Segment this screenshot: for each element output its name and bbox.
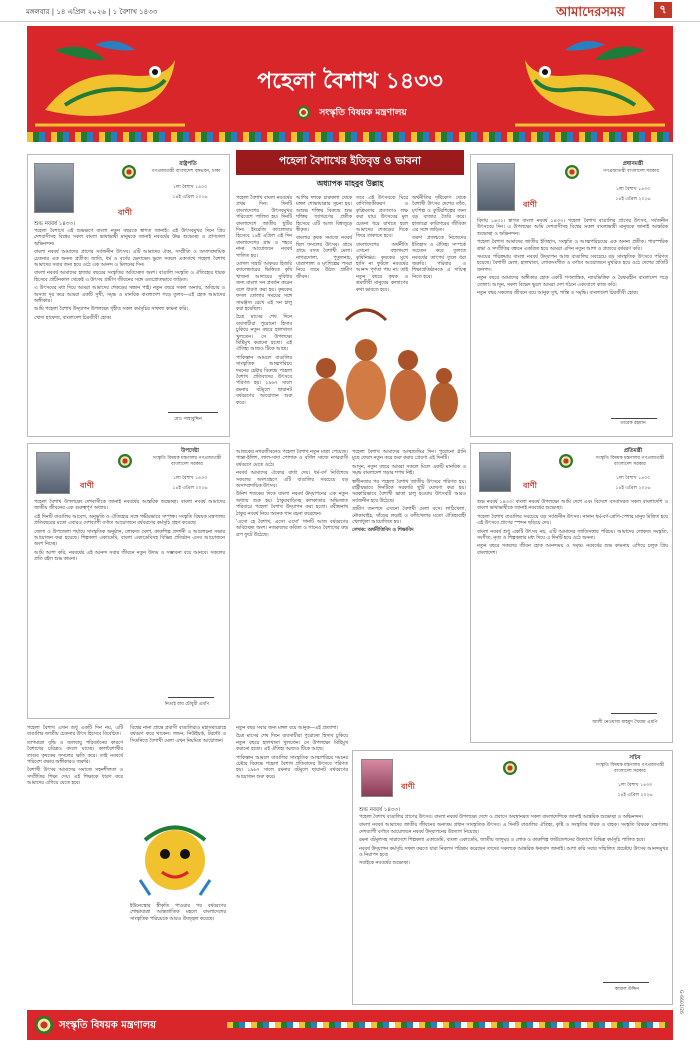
pm-date-1: ১লা বৈশাখ ১৪৩৩ — [615, 187, 651, 192]
adviser2-date-1: ১লা বৈশাখ ১৪৩৩ — [615, 476, 651, 481]
pm-date-2: ১৪ই এপ্রিল ২০২৬ — [615, 197, 651, 202]
banner-ministry-label: সংস্কৃতি বিষয়ক মন্ত্রণালয় — [319, 108, 407, 118]
banner — [27, 26, 673, 142]
adviser1-title: উপদেষ্টা — [180, 448, 199, 454]
president-salutation: শুভ নববর্ষ ১৪৩৩। — [34, 221, 76, 227]
paragraph: বাংলাদেশের অর্থনীতি এখনো বহুলাংশে কৃষিনির্ভর। কৃষকের মুখে হাসি না ফুটলে নববর্ষের আনন্দ পূর্ণতা পায় না। তাই নতুন বছরে কৃষক ও শ্রমজীবী মানুষের কল্যাণের কথা ভাবতে হবে। — [356, 242, 408, 293]
paragraph: পহেলা বৈশাখ বাংলা নববর্ষের প্রথম দিন। দিনটি বাংলাদেশের উৎসবমুখর পরিবেশে পালিত হয়। দিনটি বাংলাদেশে জাতীয় ছুটির দিন। ইংরেজি ক্যালেন্ডার হিসেবে ১৪ই এপ্রিল এই দিন বাংলাদেশের গ্রাম ও শহরে নানা আয়োজনে নববর্ষ পালিত হয়। — [236, 196, 292, 259]
paragraph: পহেলা বৈশাখ উপলক্ষ্যে দেশবাসীকে জানাই নববর্ষের আন্তরিক শুভেচ্ছা। বাংলা নববর্ষ আমাদের জাতীয় জীবনের এক গুরুত্বপূর্ণ অধ্যায়। — [34, 500, 225, 512]
paper-name[interactable]: আমাদেরসময় — [556, 5, 625, 20]
ministry-seal-icon — [297, 106, 310, 119]
adviser2-body — [477, 500, 668, 696]
president-date-2: ১৪ই এপ্রিল ২০২৬ — [172, 195, 208, 200]
adviser2-title: প্রতিমন্ত্রী — [623, 448, 643, 454]
paragraph: পহেলা বৈশাখ বাঙালির সবচেয়ে বড় সর্বজনীন উৎসব। নানান ধর্ম-বর্ণ-শ্রেণি-পেশার মানুষ মিলিত হয়ে এই উৎসবে প্রাণের স্পন্দন ছড়িয়ে দেয়। — [477, 514, 668, 527]
lower-article-col-2 — [130, 726, 226, 816]
adviser2-seal-icon — [559, 454, 573, 468]
adviser2-photo — [479, 452, 511, 492]
adviser2-signature — [611, 704, 657, 714]
banner-dot-border — [27, 132, 673, 142]
pm-bani-heading: বাণী — [523, 200, 537, 209]
paragraph: বাংলা নববর্ষ আমাদের প্রাণের সর্বজনীন উৎসব। এটি আমাদের ঐক্য, সম্প্রীতি ও অসাম্প্রদায়িক চেতনার এক অনন্য প্রতীক। জাতি, ধর্ম ও বর্ণের ভেদাভেদ ভুলে সকলে একসাথে পহেলা বৈশাখ আমাদের সবার জন্য হয়ে ওঠে এক আনন্দ ও মিলনের দিন। — [34, 250, 225, 269]
paragraph: বাংলা নববর্ষ আমাদের জাতীয় জীবনের অন্যতম প্রধান সাংস্কৃতিক উৎসব। এ দিনটি বাঙালির ঐতিহ্য, কৃষ্টি ও সংস্কৃতির ধারক ও বাহক। সংস্কৃতি বিষয়ক মন্ত্রণালয় দেশব্যাপী বর্ণাঢ্য আয়োজনে নববর্ষ উদ্‌যাপনের উদ্যোগ নিয়েছে। — [359, 823, 668, 835]
article-header — [236, 150, 464, 191]
president-body — [34, 229, 225, 397]
paragraph: শুভ নববর্ষ ১৪৩৩। বাংলা নববর্ষ উপলক্ষ্যে আমি দেশে এবং বিদেশে বসবাসরত সকল বাংলাদেশি ও বাংলা ভাষাভাষীকে জানাই নববর্ষের শুভেচ্ছা। — [477, 500, 668, 512]
paragraph: আজকের নগরজীবনেও পহেলা বৈশাখ নতুন মাত্রা পেয়েছে। পান্তা-ইলিশ, লাল-সাদা পোশাক ও বর্ণিল সাজে নগরবাসী বর্ষবরণে মেতে ওঠে। — [236, 450, 348, 468]
adviser2-message — [470, 443, 673, 743]
article-col-4 — [412, 196, 466, 280]
paragraph: নতুন বছর সকলের জীবনে বয়ে আনুক সুখ, শান্তি ও সমৃদ্ধি। বাংলাদেশ চিরজীবী হোক। — [477, 291, 639, 297]
bird-illustration-right — [515, 30, 665, 140]
paragraph: আসুন, নতুন বছরে আমরা সকলে মিলে একটি মানবিক ও সমৃদ্ধ বাংলাদেশ গড়ার শপথ নিই। — [352, 464, 466, 477]
secretary-bani-heading: বাণী — [401, 782, 415, 791]
paragraph: খোদা হাফেজ, বাংলাদেশ চিরজীবী হোক। — [34, 315, 112, 321]
adviser1-message — [27, 443, 230, 719]
article-col-3-lower — [352, 450, 466, 720]
president-title: রাষ্ট্রপতি — [179, 161, 197, 167]
secretary-photo — [361, 759, 393, 797]
paragraph: সময়ের পরিক্রমায় বাংলা নববর্ষ উদ্‌যাপন আজ বাঙালির সবচেয়ে বড় সাংস্কৃতিক উৎসবে পরিণত হয়েছে। বৈশাখী মেলা, হালখাতা, লোকসংগীত ও বর্ণাঢ্য আয়োজনে মুখরিত হয়ে ওঠে দেশের প্রতিটি জনপদ। — [477, 255, 668, 273]
adviser1-signature — [168, 688, 214, 698]
adviser1-office: সংস্কৃতি বিষয়ক মন্ত্রণালয় গণপ্রজাতন্ত্রী বাংলাদেশ সরকার — [152, 456, 222, 467]
paragraph: বাংলা নববর্ষ আমাদের হাজার বছরের সংস্কৃতির অবিচ্ছেদ্য অংশ। বাঙালি সংস্কৃতি ও ঐতিহ্যের ধারক হিসেবে প্রাচীনকাল থেকেই এ উৎসব গ্রামীণ জীবনের সঙ্গে ওতপ্রোতভাবে জড়িত। — [34, 271, 225, 283]
paragraph: বিশ্বের নানা প্রান্তে প্রবাসী বাঙালিরাও মহাসমারোহে বর্ষবরণ করে থাকেন। লন্ডন, নিউইয়র্ক, টরন্টো ও সিডনিতে বৈশাখী মেলা এখন নিয়মিত আয়োজন। — [130, 726, 226, 744]
president-seal-icon — [122, 165, 136, 179]
paragraph: মোগল সম্রাট আকবর হিজরি ক্যালেন্ডারের ভিত্তিতে কৃষি খাজনা আদায়ের সুবিধার জন্য বাংলা সন প্রবর্তন করেন বলে ধারণা করা হয়। কৃষকের ফসল তোলার সময়ের সঙ্গে সামঞ্জস্য রেখে এই সন চালু করা হয়েছিল। — [236, 262, 292, 312]
terracotta-figurines-illustration — [296, 280, 464, 430]
paragraph: এ উৎসবের মধ্য দিয়ে আমরা আমাদের শেকড়ের সন্ধান পাই। নতুন বছরে সকল অন্যায়, অবিচার ও অসত্য দূর করে আমরা একটি সুখী, সমৃদ্ধ ও মানবিক বাংলাদেশ গড়ে তুলব—এই হোক আমাদের অঙ্গীকার। — [34, 286, 225, 305]
paragraph: সবাইকে নববর্ষের শুভেচ্ছা। — [359, 861, 410, 867]
pm-signer: তারেক রহমান — [620, 421, 646, 426]
adviser2-office: সংস্কৃতি বিষয়ক মন্ত্রণালয় গণপ্রজাতন্ত্রী বাংলাদেশ সরকার — [595, 456, 665, 467]
lower-article-col-3 — [236, 726, 348, 1001]
paragraph: আশির দশকে চারুকলা থেকে মঙ্গল শোভাযাত্রার সূচনা হয়। অশুভ শক্তির বিরুদ্ধে শুভ শক্তির জাগরণের প্রতীক হিসেবে এটি আজ বিশ্বজুড়ে স্বীকৃত। — [296, 196, 352, 234]
paragraph: পহেলা বৈশাখ বাঙালির প্রাণের উৎসব। বাংলা নববর্ষ উপলক্ষ্যে দেশে ও প্রবাসে অবস্থানরত সকল বাংলাদেশিকে জানাই আন্তরিক শুভেচ্ছা ও অভিনন্দন। — [359, 815, 643, 820]
president-bani-heading: বাণী — [118, 208, 132, 217]
secretary-body — [359, 815, 668, 965]
pm-seal-icon — [565, 165, 579, 179]
paragraph: বাংলার কৃষক সমাজে নববর্ষ ছিল ফসলের উৎসব। গ্রামে গ্রামে বসত বৈশাখী মেলা। নাগরদোলা, পুতুলনাচ, যাত্রাপালা ও মৃৎশিল্পের পসরা নিয়ে জমে উঠত গ্রামীণ জীবন। — [296, 236, 352, 280]
paragraph: উনিশ শতকের দিকে বাংলা নববর্ষ উদ্‌যাপনের এক নতুন অধ্যায় শুরু হয়। ঠাকুরবাড়িসহ কলকাতার অভিজাত পরিবারে পহেলা বৈশাখ উদ্‌যাপন করা হতো। রবীন্দ্রনাথ ঠাকুর নববর্ষ নিয়ে অনেক গান রচনা করেছেন। — [236, 492, 348, 517]
paragraph: তাপমাত্রা বৃদ্ধি ও জলবায়ু পরিবর্তনের কারণে বৈশাখের চরিত্রও বদলে যাচ্ছে। কালবৈশাখীর তাণ্ডব কৃষকের ফসলের ক্ষতি করে। তাই নববর্ষে পরিবেশ রক্ষার অঙ্গীকারও জরুরি। — [27, 740, 123, 766]
paragraph: আমি পহেলা বৈশাখ উদ্‌যাপন উপলক্ষ্যে গৃহীত সকল কর্মসূচির সাফল্য কামনা করি। — [34, 307, 189, 313]
paragraph: পহেলা বৈশাখ আমাদের আত্মশুদ্ধির দিন। পুরোনো গ্লানি মুছে ফেলে নতুন করে শুরু করার প্রেরণা এই দিনটি। — [352, 450, 466, 462]
date-line: মঙ্গলবার | ১৪ এপ্রিল ২০২৬ | ১ বৈশাখ ১৪৩৩ — [26, 8, 158, 16]
paragraph: তবে এই উৎসবকে ঘিরে বাণিজ্যিকীকরণ ও কৃত্রিমতার প্রবণতাও লক্ষ করা যায়। উৎসবের মূল চেতনা ধরে রাখতে হলে আমাদের শেকড়ের দিকে ফিরে তাকাতে হবে। — [356, 196, 408, 240]
paragraph: আমি আশা করি, নববর্ষের এই আনন্দ সবার জীবনে নতুন উদ্যম ও সম্ভাবনা বয়ে আনবে। সকলের প্রতি রইল শুভ কামনা। — [34, 550, 225, 563]
adviser2-bani-heading: বাণী — [523, 481, 537, 490]
paragraph: চৈত্র মাসের শেষ দিনে ব্যবসায়ীরা পুরোনো হিসাব চুকিয়ে নতুন বছরে হালখাতা খুলতেন। সে উপলক্ষ্যে মিষ্টিমুখ করানো হতো। এই ঐতিহ্য আজও টিকে আছে। — [236, 734, 348, 753]
paragraph: অর্থনীতির দৃষ্টিকোণ থেকে বৈশাখী উৎসব দেশের তাঁত, মৃৎশিল্প ও কুটিরশিল্পের জন্য বড় বাজার তৈরি করে। হাজারো কারিগরের জীবিকা এর সঙ্গে জড়িত। — [412, 196, 466, 234]
paragraph: বৈশাখী উৎসব আমাদের সমাজে সহনশীলতা ও সম্প্রীতির শিক্ষা দেয়। এই শিক্ষাকে ধারণ করে আমাদের এগিয়ে যেতে হবে। — [27, 768, 123, 787]
adviser1-date-2: ১৪ই এপ্রিল ২০২৬ — [172, 486, 208, 491]
adviser1-photo — [36, 452, 70, 494]
secretary-message — [352, 750, 673, 1005]
paragraph: চৈত্র মাসের শেষ দিনে ব্যবসায়ীরা পুরোনো হিসাব চুকিয়ে নতুন বছরে হালখাতা খুলতেন। সে উপলক্ষ্যে মিষ্টিমুখ করানো হতো। এই ঐতিহ্য আজও টিকে আছে। — [236, 315, 292, 353]
bird-illustration-left — [35, 30, 185, 140]
article-col-2-lower — [236, 450, 348, 720]
president-date-1: ১লা বৈশাখ ১৪৩৩ — [172, 185, 208, 190]
article-col-3 — [356, 196, 408, 293]
paragraph: পাকিস্তান আমলে বাঙালির সাংস্কৃতিক আত্মপরিচয় দমনের চেষ্টার বিরুদ্ধে পহেলা বৈশাখ প্রতিবাদের উৎসবে পরিণত হয়। ১৯৬৭ সালে রমনার বটমূলে ছায়ানট বর্ষবরণের আয়োজন শুরু করে। — [236, 755, 348, 780]
president-signer: মোঃ সাহাবুদ্দিন — [174, 417, 202, 422]
pm-photo — [477, 163, 515, 211]
president-photo — [34, 163, 74, 213]
paragraph: 'এসো হে বৈশাখ, এসো এসো' গানটি আজ বর্ষবরণের অবিচ্ছেদ্য অংশ। নজরুলের কবিতা ও গানেও বৈশাখের রুদ্র রূপ ফুটে উঠেছে। — [236, 520, 348, 538]
paragraph: ইউনেস্কোর স্বীকৃতি পাওয়ার পর বর্ষবরণের শোভাযাত্রা আন্তর্জাতিক মহলে বাংলাদেশের সাংস্কৃতিক পরিচয়কে আরও উজ্জ্বল করেছে। — [130, 904, 226, 922]
paragraph: পহেলা বৈশাখ আমাদের জাতীয় ইতিহাস, সংস্কৃতি ও আত্মপরিচয়ের এক অনন্য প্রতীক। পারস্পরিক শ্রদ্ধা ও সম্প্রীতির বন্ধনে একত্রিত হয়ে আমরা এদিন নতুন আশা ও প্রত্যয়ে বর্ষবরণ করি। — [477, 240, 668, 252]
paragraph: নববর্ষ আমাদের ঐক্যের বার্তা দেয়। ধর্ম-বর্ণ নির্বিশেষে সকলের অংশগ্রহণে এটি বাঙালির সবচেয়ে বড় অসাম্প্রদায়িক উৎসব। — [236, 471, 348, 490]
secretary-date-1: ১লা বৈশাখ ১৪৩৩ — [617, 783, 653, 788]
footer-bar — [27, 1010, 673, 1040]
banner-title: পহেলা বৈশাখ ১৪৩৩ — [257, 68, 443, 94]
footer-dot-border — [227, 1022, 667, 1028]
paragraph: তরুণ প্রজন্মকে নিজেদের ইতিহাস ও ঐতিহ্য সম্পর্কে সচেতন করে তুলতে নববর্ষের তাৎপর্য তুলে ধরা জরুরি। পরিবার ও শিক্ষাপ্রতিষ্ঠানকে এ দায়িত্ব নিতে হবে। — [412, 236, 466, 280]
adviser1-signer: নিতাই রায় চৌধুরী এমপি — [164, 702, 210, 707]
paragraph: নতুন বছরে আমাদের অঙ্গীকার হোক একটি গণতান্ত্রিক, ন্যায়ভিত্তিক ও বৈষম্যহীন বাংলাদেশ গড়ে তোলা। আসুন, সকল বিভেদ ভুলে আমরা দেশ গঠনে একযোগে কাজ করি। — [477, 276, 668, 288]
secretary-office: সংস্কৃতি বিষয়ক মন্ত্রণালয় গণপ্রজাতন্ত্রী বাংলাদেশ সরকার — [595, 763, 665, 774]
paragraph: পহেলা বৈশাখে এই শুভক্ষণে বাংলা নতুন বছরকে স্বাগত জানাই। এই উৎসবমুখর দিনে প্রিয় দেশবাসীসহ বিশ্বের সকল বাংলা ভাষাভাষী মানুষকে জানাই নববর্ষের উষ্ণ শুভেচ্ছা ও প্রাণঢালা অভিনন্দন। — [34, 229, 225, 247]
footer-ministry: সংস্কৃতি বিষয়ক মন্ত্রণালয় — [59, 1020, 157, 1031]
article-col-2 — [296, 196, 352, 280]
paragraph: নতুন বছর সবার জন্য মঙ্গল বয়ে আনুক—এই প্রত্যাশা। — [236, 726, 339, 731]
pm-signature — [611, 409, 657, 419]
paragraph: স্বাধীনতার পর পহেলা বৈশাখ জাতীয় উৎসবে পরিণত হয়। রাষ্ট্রীয়ভাবে দিনটিকে সরকারি ছুটি ঘোষণা করা হয়। সরকারিভাবে বৈশাখী ভাতা চালু হওয়ায় উৎসবটি আরও সর্বজনীন হয়ে উঠেছে। — [352, 479, 466, 504]
paragraph: রমনা বটমূলসহ সারাদেশে শিল্পকলা একাডেমি, বাংলা একাডেমি, জাতীয় জাদুঘর ও লোক ও কারুশিল্প ফাউন্ডেশনের উদ্যোগে বিভিন্ন কর্মসূচি পালিত হবে। — [359, 838, 646, 844]
secretary-title: সচিব — [629, 755, 641, 761]
paragraph: নববর্ষ উদ্‌যাপন কর্মসূচি সফল করতে যারা নিরলস পরিশ্রম করেছেন তাদের সকলকে আন্তরিক ধন্যবাদ জানাই। আশা করি সবার সম্মিলিত প্রচেষ্টায় উৎসব আনন্দমুখর ও নিরাপদ হবে। — [359, 846, 668, 859]
president-message — [27, 154, 230, 437]
secretary-signature — [603, 973, 649, 983]
paragraph: লেখক: অর্থনীতিবিদ ও শিক্ষাবিদ — [352, 528, 414, 534]
lower-article-col-2b — [130, 904, 226, 1000]
paragraph: জেলা ও উপজেলা পর্যায়ে সাংস্কৃতিক অনুষ্ঠান, লোকজ মেলা, কারুশিল্প প্রদর্শনী ও আলোচনা সভার আয়োজন করা হয়েছে। শিল্পকলা একাডেমি, বাংলা একাডেমিসহ বিভিন্ন প্রতিষ্ঠান এসব আয়োজনে অংশ নিচ্ছে। — [34, 529, 225, 548]
side-code: G-6601/26 — [678, 990, 683, 1014]
paragraph: পহেলা বৈশাখ এখন শুধু একটি দিন নয়, এটি বাঙালির জাতীয় চেতনার উৎস হিসেবে বিবেচিত। — [27, 726, 123, 738]
paragraph: এই দিনটি বাঙালির আবেগ, অনুভূতি ও ঐতিহ্যের সঙ্গে গভীরভাবে সম্পৃক্ত। সংস্কৃতি বিষয়ক মন্ত্রণালয় প্রতিবছরের মতো এবারও দেশব্যাপী বর্ণাঢ্য আয়োজনে বর্ষবরণের কর্মসূচি গ্রহণ করেছে। — [34, 514, 225, 527]
adviser1-bani-heading: বাণী — [80, 481, 94, 490]
secretary-signer: কামাল উদ্দিন — [614, 987, 640, 992]
paragraph: গ্রামীণ জনপদে এখনো বৈশাখী মেলা বসে। লাঠিখেলা, নৌকাবাইচ, ষাঁড়ের লড়াই ও বলীখেলার মতো ঐতিহ্যবাহী খেলাধুলা আয়োজিত হয়। — [352, 507, 466, 526]
president-signature — [168, 403, 218, 413]
article-author: অধ্যাপক মাহবুব উল্লাহ — [316, 179, 384, 188]
masthead — [0, 0, 700, 22]
secretary-date-2: ১৪ই এপ্রিল ২০২৬ — [617, 793, 653, 798]
article-title: পহেলা বৈশাখের ইতিবৃত্ত ও ভাবনা — [236, 150, 464, 175]
adviser1-seal-icon — [118, 454, 132, 468]
secretary-seal-icon — [503, 761, 517, 775]
adviser2-signer: আলী নেওয়াজ মাহমুদ খৈয়াম এমপি — [592, 720, 658, 725]
pm-message — [470, 154, 673, 437]
adviser1-date-1: ১লা বৈশাখ ১৪৩৩ — [172, 476, 208, 481]
footer-seal-icon — [35, 1016, 53, 1034]
paragraph: পাকিস্তান আমলে বাঙালির সাংস্কৃতিক আত্মপরিচয় দমনের চেষ্টার বিরুদ্ধে পহেলা বৈশাখ প্রতিবাদের উৎসবে পরিণত হয়। ১৯৬৭ সালে রমনার বটমূলে ছায়ানট বর্ষবরণের আয়োজন শুরু করে। — [236, 355, 292, 406]
lower-article-col-1 — [27, 726, 123, 1001]
secretary-salutation: শুভ নববর্ষ ১৪৩৩। — [359, 807, 401, 813]
adviser2-date-2: ১৪ই এপ্রিল ২০২৬ — [615, 486, 651, 491]
president-office: গণপ্রজাতন্ত্রী বাংলাদেশ বঙ্গভবন, ঢাকা — [151, 169, 221, 174]
article-col-1 — [236, 196, 292, 446]
pm-office: গণপ্রজাতন্ত্রী বাংলাদেশ সরকার — [603, 169, 659, 174]
paragraph: বিদায় ১৪৩২। স্বাগত বাংলা নববর্ষ ১৪৩৩। পহেলা বৈশাখ বাঙালির প্রাণের উৎসব, সর্বজনীন উৎসবের দিন। এ উপলক্ষ্যে আমি দেশবাসীসহ বিশ্বের সকল বাংলাভাষী মানুষকে জানাই আন্তরিক শুভেচ্ছা ও অভিনন্দন। — [477, 219, 668, 237]
folk-art-illustration — [130, 820, 220, 900]
paragraph: নতুন বছরে সকলের জীবন হোক আনন্দময় ও সমৃদ্ধ। নববর্ষের শুভ কামনায় এগিয়ে চলুক প্রিয় বাংলাদেশ। — [477, 544, 668, 556]
banner-ministry — [247, 102, 457, 120]
pm-body — [477, 219, 668, 405]
page-number: ৭ — [654, 2, 672, 18]
adviser1-body — [34, 500, 225, 680]
pm-title: প্রধানমন্ত্রী — [622, 161, 644, 167]
paragraph: বাংলা নববর্ষ শুধু একটি উৎসব নয়, এটি আমাদের জাতিসত্তার পরিচয়। আমাদের লোকজ সংস্কৃতি, সংগীত, নৃত্য ও শিল্পকলার মধ্য দিয়ে এ দিনটি হয়ে ওঠে অনন্য। — [477, 529, 668, 542]
